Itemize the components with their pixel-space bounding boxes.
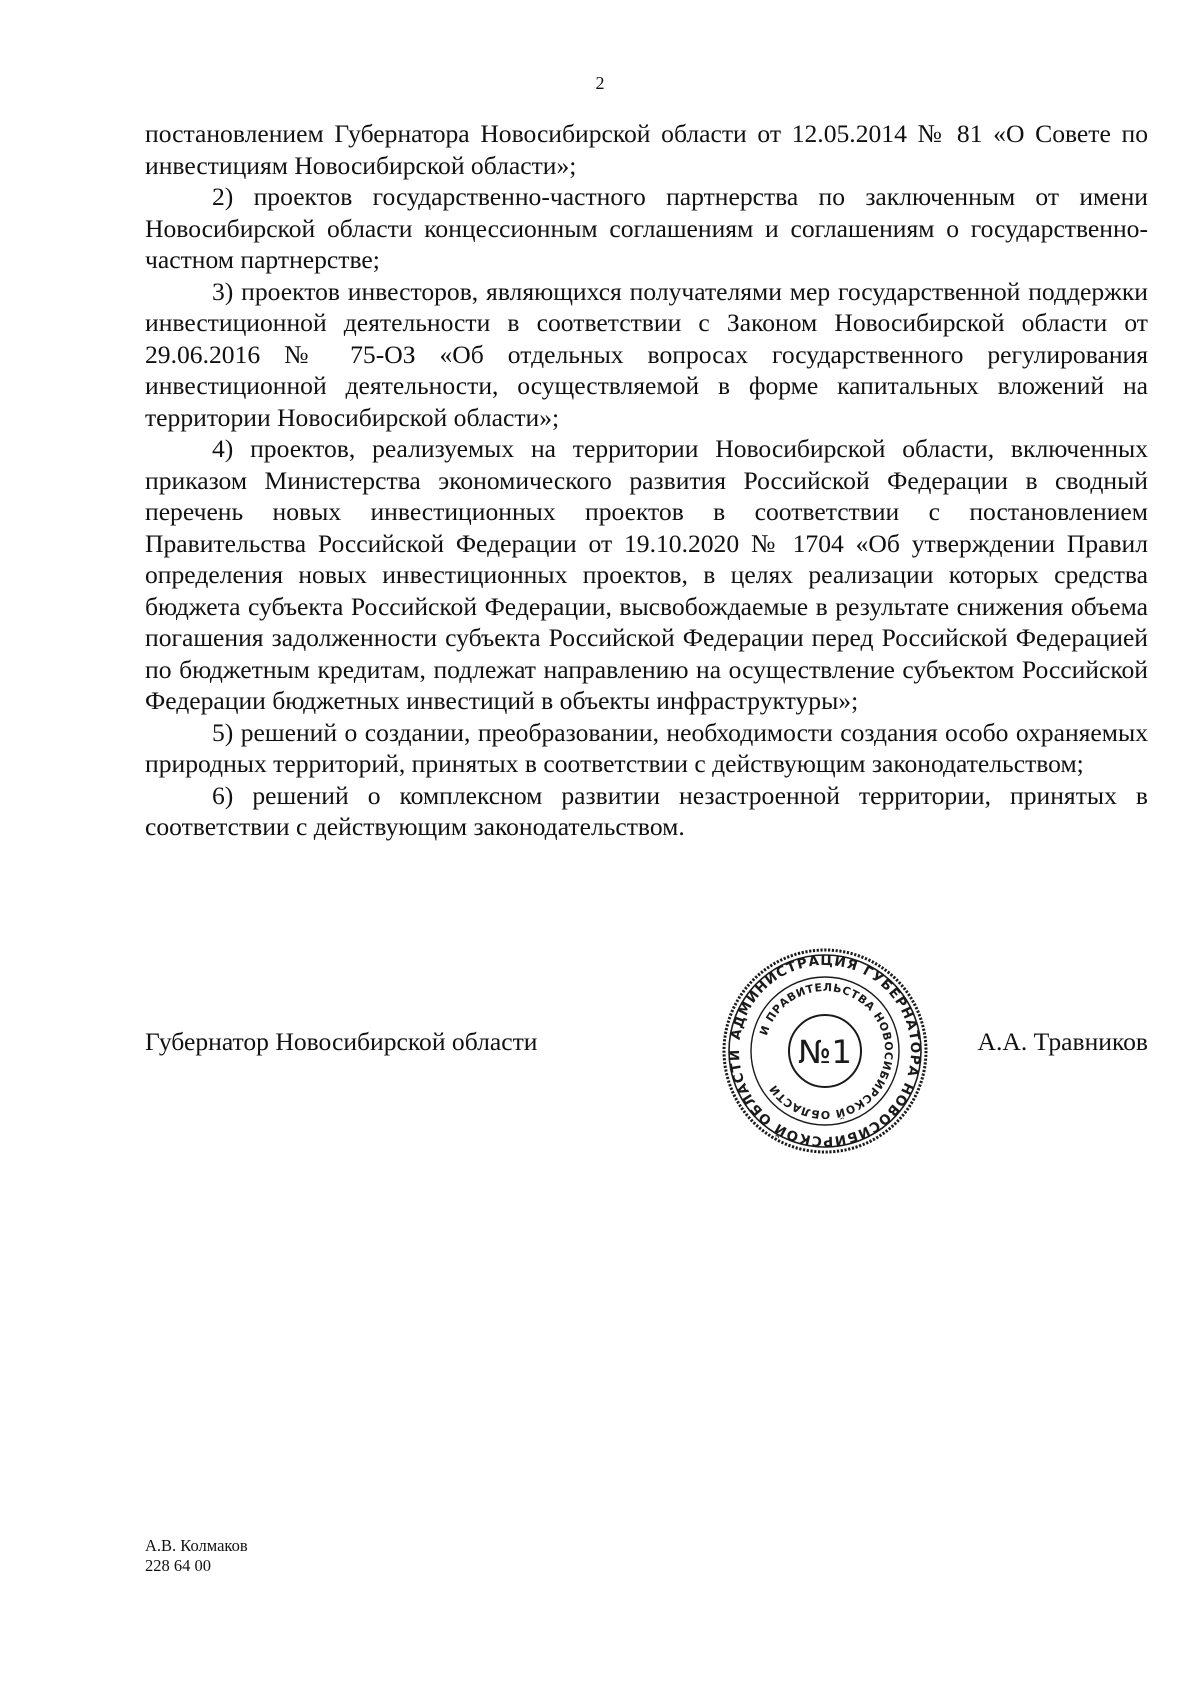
page-number: 2: [595, 73, 605, 93]
seal-center-text: №1: [798, 1033, 852, 1071]
executor-block: [145, 1536, 248, 1576]
list-item-6: 6) решений о комплексном развитии незастроенной территории, принятых в соответствии с действующим законодательством.: [145, 780, 1148, 841]
list-item-2: 2) проектов государственно-частного партнерства по заключенным от имени Новосибирской области концессионным соглашениям и соглашениям о государственно-частном партнерстве;: [145, 182, 1148, 274]
list-item-3: 3) проектов инвесторов, являющихся получателями мер государственной поддержки инвестиционной деятельности в соответствии с Законом Новосибирской области от 29.06.2016 № 75-ОЗ «Об отдельных вопросах государственного регулирования инвестиционной деятельности, осуществляемой в форме капитальных вложений на территории Новосибирской области»;: [145, 276, 1148, 432]
official-seal: [722, 948, 928, 1154]
paragraph-continuation: постановлением Губернатора Новосибирской области от 12.05.2014 № 81 «О Совете по инвестициям Новосибирской области»;: [145, 119, 1148, 180]
executor-phone: 228 64 00: [145, 1556, 211, 1575]
executor-name: А.В. Колмаков: [145, 1536, 248, 1555]
seal-outer-text: АДМИНИСТРАЦИЯ ГУБЕРНАТОРА НОВОСИБИРСКОЙ ОБЛАСТИ: [726, 952, 924, 1150]
seal-inner-text: И ПРАВИТЕЛЬСТВА НОВОСИБИРСКОЙ ОБЛАСТИ: [757, 980, 896, 1122]
signatory-name: А.А. Травников: [977, 1027, 1148, 1056]
list-item-5: 5) решений о создании, преобразовании, необходимости создания особо охраняемых природных территорий, принятых в соответствии с действующим законодательством;: [145, 717, 1148, 778]
document-body: [145, 118, 1148, 843]
list-item-4: 4) проектов, реализуемых на территории Новосибирской области, включенных приказом Министерства экономического развития Российской Федерации в сводный перечень новых инвестиционных проектов в соответствии с постановлением Правительства Российской Федерации от 19.10.2020 № 1704 «Об утверждении Правил определения новых инвестиционных проектов, в целях реализации которых средства бюджета субъекта Российской Федерации, высвобождаемые в результате снижения объема погашения задолженности субъекта Российской Федерации перед Российской Федерацией по бюджетным кредитам, подлежат направлению на осуществление субъектом Российской Федерации бюджетных инвестиций в объекты инфраструктуры»;: [145, 434, 1148, 715]
signatory-title: Губернатор Новосибирской области: [145, 1027, 538, 1056]
